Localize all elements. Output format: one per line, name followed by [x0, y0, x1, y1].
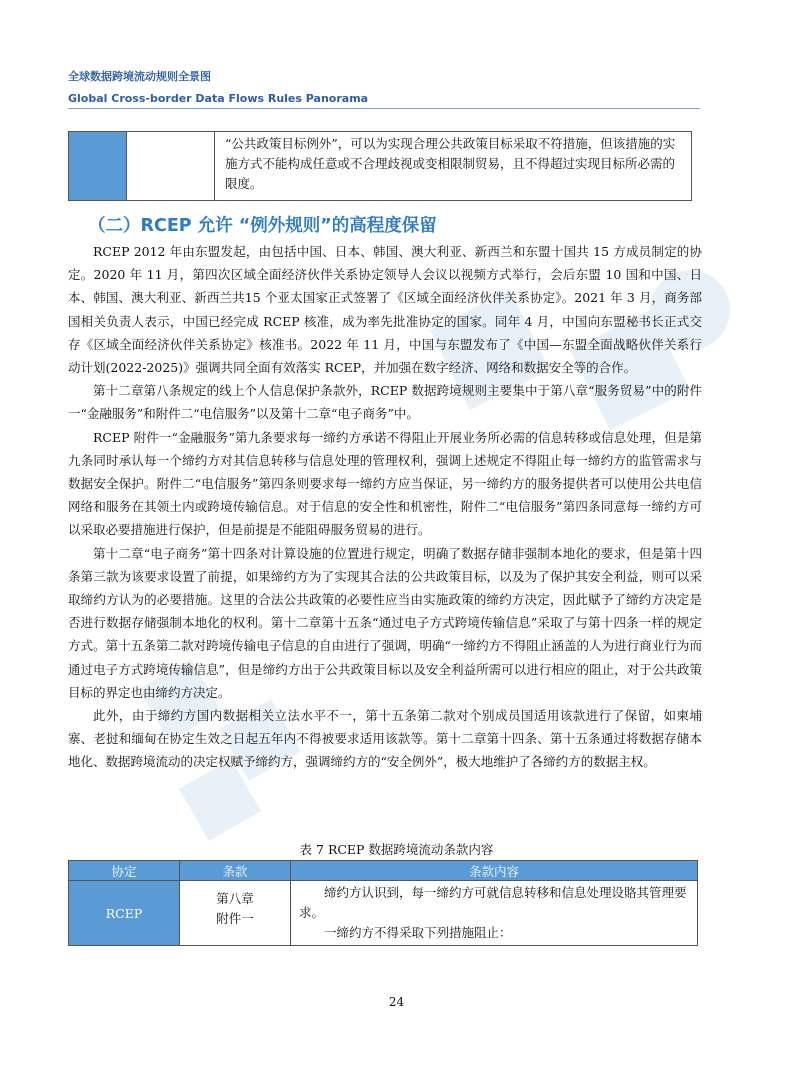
header-content: 条款内容 [291, 861, 698, 881]
section-title: （二）RCEP 允许 “例外规则”的高程度保留 [88, 216, 437, 236]
table-cell-agreement [69, 132, 127, 201]
header-divider [68, 108, 700, 109]
table-caption: 表 7 RCEP 数据跨境流动条款内容 [299, 842, 494, 857]
header-clause: 条款 [180, 861, 291, 881]
content-line: 缔约方认识到，每一缔约方可就信息转移和信息处理设賂其管理要求。 [299, 885, 687, 920]
rcep-clauses-table [68, 860, 698, 946]
cell-agreement: RCEP [69, 881, 180, 946]
clause-chapter: 第八章 [216, 891, 254, 906]
paragraph: 第十二章“电子商务”第十四条对计算设施的位置进行规定，明确了数据存储非强制本地化的要求，但是第十四条第三款为该要求设置了前提，如果缔约方为了实现其合法的公共政策目标，以及为了保护其安全利益，则可以采取缔约方认为的必要措施。这里的合法公共政策的必要性应当由实施政策的缔约方决定，因此赋予了缔约方决定是否进行数据存储强制本地化的权利。第十二章第十五条“通过电子方式跨境传输信息”采取了与第十四条一样的规定方式。第十五条第二款对跨境传输电子信息的自由进行了强调，明确“一缔约方不得阻止涵盖的人为进行商业行为而通过电子方式跨境传输信息”，但是缔约方出于公共政策目标以及安全利益所需可以进行相应的阻止，对于公共政策目标的界定也由缔约方决定。 [68, 545, 702, 700]
body-text [68, 240, 702, 774]
paragraph: RCEP 2012 年由东盟发起，由包括中国、日本、韩国、澳大利亚、新西兰和东盟十国共 15 方成员制定的协定。2020 年 11 月，第四次区域全面经济伙伴关系协定领导人会议以视频方式举行，会后东盟 10 国和中国、日本、韩国、澳大利亚、新西兰共15 个亚太国家正式签署了《区域全面经济伙伴关系协定》。2021 年 3 月，商务部国相关负责人表示，中国已经完成 RCEP 核准，成为率先批准协定的国家。同年 4 月，中国向东盟秘书长正式交存《区域全面经济伙伴关系协定》核准书。2022 年 11 月，中国与东盟发布了《中国—东盟全面战略伙伴关系行动计划(2022-2025)》强调共同全面有效落实 RCEP，并加强在数字经济、网络和数据安全等的合作。 [68, 244, 702, 376]
cell-content [291, 881, 698, 946]
page-number: 24 [388, 995, 405, 1009]
paragraph: 此外，由于缔约方国内数据相关立法水平不一，第十五条第二款对个别成员国适用该款进行了保留，如柬埔寨、老挝和缅甸在协定生效之日起五年内不得被要求适用该款等。第十二章第十四条、第十五条通过将数据存储本地化、数据跨境流动的决定权赋予缔约方，强调缔约方的“安全例外”，极大地维护了各缔约方的数据主权。 [68, 708, 702, 770]
table-row [69, 881, 698, 946]
continued-table [68, 131, 692, 201]
header-agreement: 协定 [69, 861, 180, 881]
content-line: 一缔约方不得采取下列措施阻止： [324, 925, 512, 940]
running-header-en: Global Cross-border Data Flows Rules Panorama [68, 92, 369, 105]
table-cell-clause [127, 132, 215, 201]
running-header-cn: 全球数据跨境流动规则全景图 [68, 70, 211, 83]
paragraph: 第十二章第八条规定的线上个人信息保护条款外，RCEP 数据跨境规则主要集中于第八章“服务贸易”中的附件一“金融服务”和附件二“电信服务”以及第十二章“电子商务”中。 [68, 383, 702, 422]
table-header-row [69, 861, 698, 881]
table-row [69, 132, 692, 201]
paragraph: RCEP 附件一“金融服务”第九条要求每一缔约方承诺不得阻止开展业务所必需的信息转移或信息处理，但是第九条同时承认每一个缔约方对其信息转移与信息处理的管理权利，强调上述规定不得阻止每一缔约方的监管需求与数据安全保护。附件二“电信服务”第四条则要求每一缔约方应当保证，另一缔约方的服务提供者可以使用公共电信网络和服务在其领土内或跨境传输信息。对于信息的安全性和机密性，附件二“电信服务”第四条同意每一缔约方可以采取必要措施进行保护，但是前提是不能阻碍服务贸易的进行。 [68, 429, 702, 538]
cell-clause [180, 881, 291, 946]
table-cell-content: “公共政策目标例外”，可以为实现合理公共政策目标采取不符措施，但该措施的实施方式不能构成任意或不合理歧视或变相限制贸易，且不得超过实现目标所必需的限度。 [215, 132, 692, 201]
clause-annex: 附件一 [216, 911, 254, 926]
